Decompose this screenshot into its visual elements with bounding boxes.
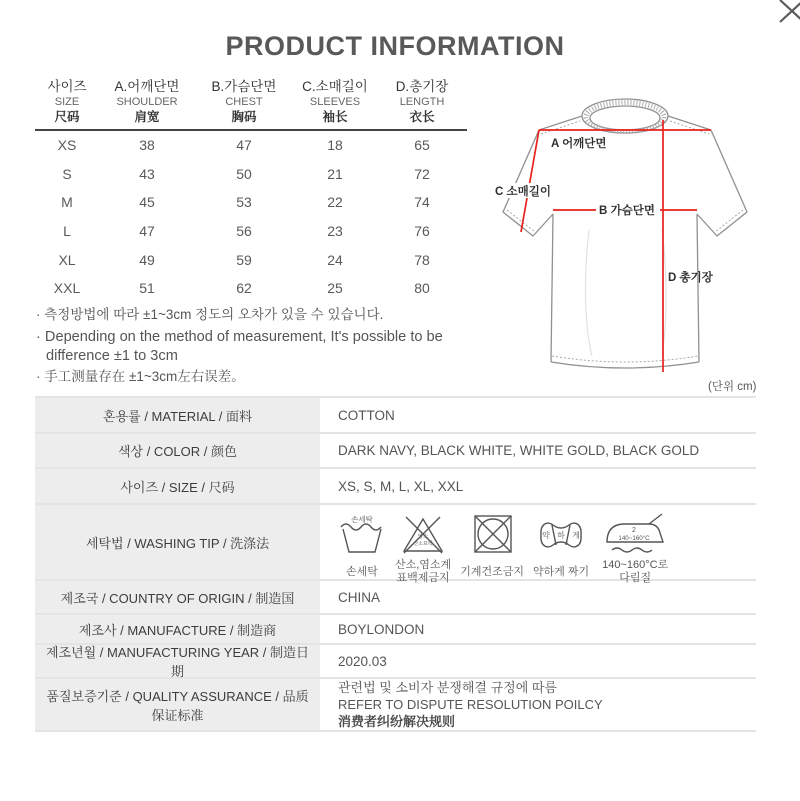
qa-line-korean: 관련법 및 소비자 분쟁해결 규정에 따름 xyxy=(338,680,557,695)
size-cell: 24 xyxy=(327,251,343,268)
size-cell: L xyxy=(63,223,71,240)
size-cell: 45 xyxy=(139,194,155,211)
size-cell: 76 xyxy=(414,223,430,240)
detail-row-size xyxy=(35,469,756,505)
size-cell: XL xyxy=(58,251,76,268)
detail-row-origin xyxy=(35,581,756,615)
svg-text:하: 하 xyxy=(557,531,565,540)
svg-text:산소표백: 산소표백 xyxy=(413,541,433,547)
svg-text:게: 게 xyxy=(572,531,580,540)
size-cell: 51 xyxy=(139,280,155,297)
size-cell: 74 xyxy=(414,194,430,211)
size-col-header: 사이즈 SIZE 尺码 xyxy=(47,79,87,124)
detail-row-manufacturing-year xyxy=(35,645,756,679)
detail-row-color xyxy=(35,434,756,469)
sleeves-col-header: C.소매길이 SLEEVES 袖长 xyxy=(302,79,368,124)
size-cell: S xyxy=(62,165,72,182)
svg-text:염소: 염소 xyxy=(417,534,429,540)
wring-gently-icon: 약 하 게 약하게 짜기 xyxy=(533,512,589,579)
size-cell: M xyxy=(61,194,73,211)
no-tumble-dry-icon: 기계건조금지 xyxy=(460,512,524,579)
size-cell: 56 xyxy=(236,223,252,240)
close-icon[interactable] xyxy=(777,0,800,26)
size-cell: 65 xyxy=(414,137,430,154)
size-cell: 49 xyxy=(139,251,155,268)
detail-label: 색상 / COLOR / 颜色 xyxy=(35,434,320,467)
size-chart-header xyxy=(35,76,467,126)
size-cell: 23 xyxy=(327,223,343,240)
diagram-label-c: C 소매길이 xyxy=(495,186,551,198)
size-cell: 38 xyxy=(139,137,155,154)
detail-row-washing xyxy=(35,505,756,584)
product-details-table xyxy=(35,396,756,732)
qa-line-chinese: 消费者纠纷解决规则 xyxy=(338,714,456,729)
detail-value-multiline xyxy=(320,679,756,730)
svg-text:140~160°C: 140~160°C xyxy=(618,535,650,542)
detail-row-material xyxy=(35,398,756,434)
svg-text:2: 2 xyxy=(632,527,637,534)
shoulder-col-header: A.어깨단면 SHOULDER 肩宽 xyxy=(114,79,180,124)
length-col-header: D.총기장 LENGTH 衣长 xyxy=(395,79,449,124)
size-cell: 25 xyxy=(327,280,343,297)
size-cell: 78 xyxy=(414,251,430,268)
diagram-unit-note: (단위 cm) xyxy=(708,381,757,393)
size-cell: 47 xyxy=(236,137,252,154)
detail-label: 사이즈 / SIZE / 尺码 xyxy=(35,469,320,503)
washing-icons-group xyxy=(320,505,756,584)
qa-line-english: REFER TO DISPUTE RESOLUTION POILCY xyxy=(338,697,603,712)
size-cell: 22 xyxy=(327,194,343,211)
detail-value: DARK NAVY, BLACK WHITE, WHITE GOLD, BLACK GOLD xyxy=(338,443,700,458)
size-cell: XS xyxy=(57,137,77,154)
note-english: · Depending on the method of measurement, It's possible to be difference ±1 to 3cm xyxy=(36,328,443,365)
detail-label: 혼용률 / MATERIAL / 面料 xyxy=(35,398,320,432)
size-cell: 47 xyxy=(139,223,155,240)
diagram-label-d: D 총기장 xyxy=(668,272,713,284)
size-cell: 72 xyxy=(414,165,430,182)
iron-icon: 2 140~160°C 140~160°C로 다림질 xyxy=(598,512,672,585)
page-title: PRODUCT INFORMATION xyxy=(225,31,565,61)
size-cell: 62 xyxy=(236,280,252,297)
size-cell: 50 xyxy=(236,165,252,182)
detail-row-manufacturer xyxy=(35,615,756,645)
measure-line-c xyxy=(521,130,539,232)
detail-value: CHINA xyxy=(338,589,381,605)
size-chart-table xyxy=(35,76,467,303)
size-cell: 18 xyxy=(327,137,343,154)
detail-label: 품질보증기준 / QUALITY ASSURANCE / 品质保证标准 xyxy=(35,679,320,730)
detail-label: 제조사 / MANUFACTURE / 制造商 xyxy=(35,615,320,643)
size-cell: XXL xyxy=(53,280,81,297)
diagram-label-a: A 어깨단면 xyxy=(551,138,607,150)
detail-label: 제조년월 / MANUFACTURING YEAR / 制造日期 xyxy=(35,645,320,677)
detail-value: COTTON xyxy=(338,407,395,423)
handwash-icon: 손세탁 손세탁 xyxy=(338,512,386,579)
note-korean: · 측정방법에 따라 ±1~3cm 정도의 오차가 있을 수 있습니다. xyxy=(36,307,384,322)
detail-label: 제조국 / COUNTRY OF ORIGIN / 制造国 xyxy=(35,581,320,613)
diagram-label-b: B 가슴단면 xyxy=(599,205,655,217)
svg-text:약: 약 xyxy=(542,531,550,540)
detail-value: XS, S, M, L, XL, XXL xyxy=(338,478,464,494)
size-cell: 21 xyxy=(327,165,343,182)
size-chart-body xyxy=(35,131,467,303)
size-cell: 43 xyxy=(139,165,155,182)
size-cell: 59 xyxy=(236,251,252,268)
detail-value: 2020.03 xyxy=(338,653,387,669)
size-cell: 53 xyxy=(236,194,252,211)
svg-text:손세탁: 손세탁 xyxy=(351,515,373,524)
size-cell: 80 xyxy=(414,280,430,297)
no-bleach-icon: 염소 산소표백 산소,염소계 표백제금지 xyxy=(395,512,451,585)
measurement-notes xyxy=(36,306,492,390)
detail-row-quality-assurance xyxy=(35,679,756,732)
detail-value: BOYLONDON xyxy=(338,621,425,637)
note-chinese: · 手工测量存在 ±1~3cm左右误差。 xyxy=(36,369,245,385)
tshirt-measurement-diagram xyxy=(465,80,800,400)
chest-col-header: B.가슴단면 CHEST 胸码 xyxy=(211,79,277,124)
detail-label: 세탁법 / WASHING TIP / 洗涤法 xyxy=(35,505,320,579)
